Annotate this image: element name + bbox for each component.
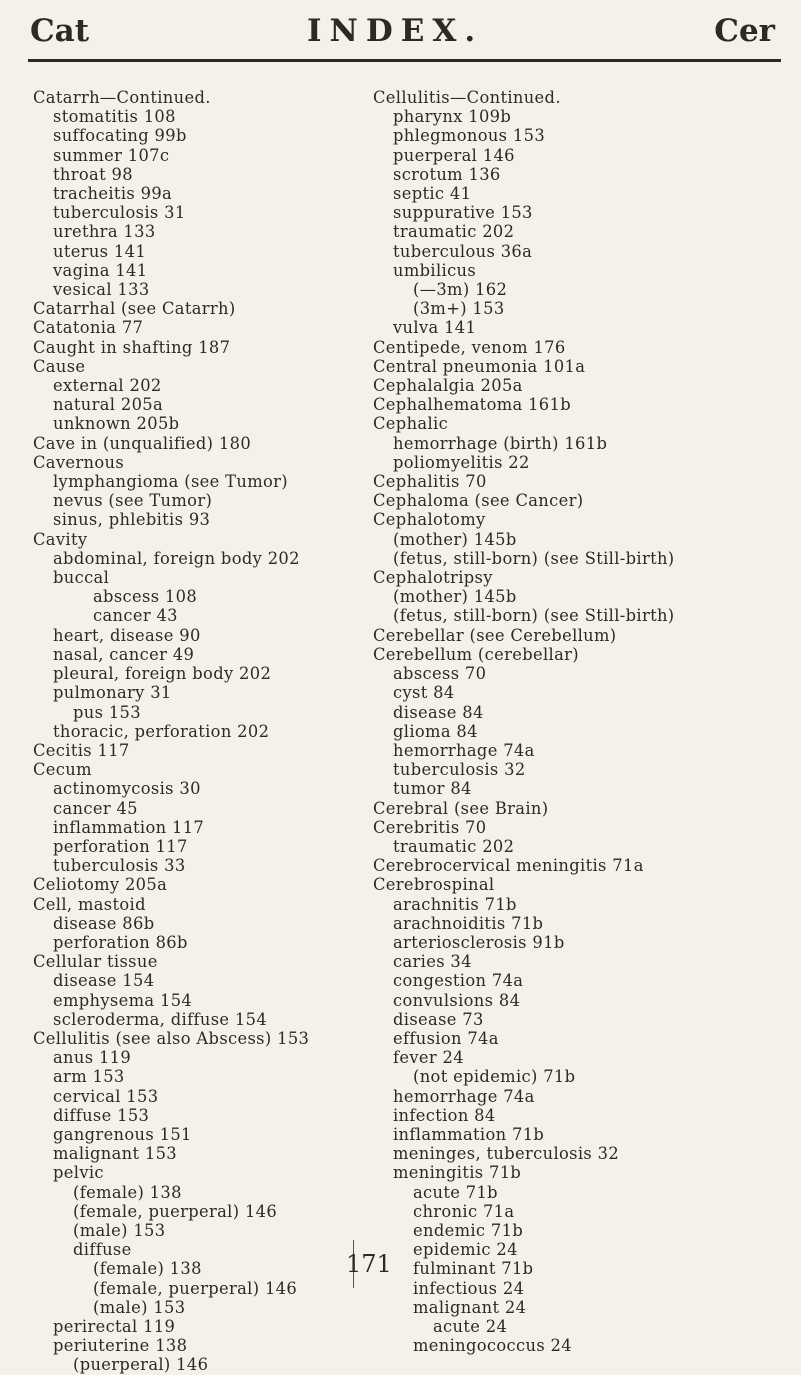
index-subentry: septic 41 [393, 184, 472, 204]
index-subentry: arm 153 [53, 1067, 125, 1087]
index-subentry: natural 205a [53, 395, 164, 415]
index-subentry: suffocating 99b [53, 126, 187, 146]
index-heading: Caught in shafting 187 [33, 337, 231, 357]
index-heading: Cavernous [33, 452, 125, 472]
index-subentry: (female, puerperal) 146 [93, 1278, 298, 1298]
index-heading: Cephalotomy [373, 510, 486, 530]
index-subentry: urethra 133 [53, 222, 156, 242]
index-subentry: scleroderma, diffuse 154 [53, 1009, 268, 1029]
index-subentry: tuberculosis 32 [393, 760, 526, 780]
index-heading: Cerebritis 70 [373, 817, 487, 837]
index-subentry: malignant 24 [413, 1297, 527, 1317]
header-right-guide-word: Cer [714, 13, 775, 49]
index-subentry: scrotum 136 [393, 164, 501, 184]
index-subentry: (mother) 145b [393, 587, 517, 607]
index-subentry: fever 24 [393, 1048, 464, 1068]
index-subentry: (female) 138 [73, 1182, 182, 1202]
index-subentry: hemorrhage 74a [393, 1086, 535, 1106]
index-subentry: actinomycosis 30 [53, 779, 201, 799]
index-subentry: meninges, tuberculosis 32 [393, 1144, 620, 1164]
index-subentry: (male) 153 [93, 1297, 186, 1317]
index-subentry: convulsions 84 [393, 990, 521, 1010]
index-subentry: (fetus, still-born) (see Still-birth) [393, 548, 675, 568]
index-subentry: inflammation 117 [53, 817, 205, 837]
index-subentry: tumor 84 [393, 779, 472, 799]
index-subentry: (puerperal) 146 [73, 1355, 209, 1375]
index-subentry: (fetus, still-born) (see Still-birth) [393, 606, 675, 626]
index-subentry: pharynx 109b [393, 107, 512, 127]
index-subentry: perforation 86b [53, 932, 188, 952]
index-subentry: fulminant 71b [413, 1259, 534, 1279]
index-subentry: infection 84 [393, 1105, 496, 1125]
index-heading: Cerebrospinal [373, 875, 495, 895]
index-heading: Cephalhematoma 161b [373, 395, 571, 415]
index-subentry: diffuse 153 [53, 1105, 150, 1125]
index-subentry: acute 71b [413, 1182, 498, 1202]
index-subentry: arachnoiditis 71b [393, 913, 544, 933]
index-subentry: cervical 153 [53, 1086, 159, 1106]
index-subentry: external 202 [53, 376, 162, 396]
index-subentry: arteriosclerosis 91b [393, 932, 565, 952]
index-heading: Catarrh—Continued. [33, 88, 211, 107]
index-subentry: throat 98 [53, 164, 133, 184]
index-subentry: phlegmonous 153 [393, 126, 546, 146]
index-subentry: (3m+) 153 [413, 299, 505, 319]
index-subentry: traumatic 202 [393, 222, 515, 242]
index-heading: Cecum [33, 760, 92, 780]
index-subentry: disease 84 [393, 702, 484, 722]
header-rule [28, 59, 781, 62]
index-heading: Cell, mastoid [33, 894, 146, 914]
index-heading: Cephalalgia 205a [373, 376, 523, 396]
index-subentry: arachnitis 71b [393, 894, 517, 914]
index-subentry: poliomyelitis 22 [393, 452, 530, 472]
index-subentry: uterus 141 [53, 241, 147, 261]
index-subentry: anus 119 [53, 1048, 132, 1068]
index-subentry: glioma 84 [393, 721, 478, 741]
index-subentry: suppurative 153 [393, 203, 533, 223]
index-heading: Cecitis 117 [33, 740, 130, 760]
index-subentry: gangrenous 151 [53, 1124, 192, 1144]
index-subentry: abdominal, foreign body 202 [53, 548, 300, 568]
index-subentry: nevus (see Tumor) [53, 491, 213, 511]
index-heading: Central pneumonia 101a [373, 356, 586, 376]
index-subentry: (not epidemic) 71b [413, 1067, 576, 1087]
index-subentry: nasal, cancer 49 [53, 644, 195, 664]
index-subentry: (female, puerperal) 146 [73, 1201, 278, 1221]
index-subentry: puerperal 146 [393, 145, 515, 165]
index-subentry: acute 24 [433, 1317, 508, 1336]
index-heading: Cephalotripsy [373, 568, 493, 588]
index-subentry: infectious 24 [413, 1278, 525, 1298]
index-subentry: disease 73 [393, 1009, 484, 1029]
index-heading: Cellulitis—Continued. [373, 88, 561, 107]
index-subentry: pulmonary 31 [53, 683, 172, 703]
index-column-left [33, 88, 413, 1375]
index-subentry: tuberculous 36a [393, 241, 533, 261]
index-subentry: disease 154 [53, 971, 155, 991]
index-subentry: (female) 138 [93, 1259, 202, 1279]
index-heading: Cephaloma (see Cancer) [373, 491, 584, 511]
index-subentry: tracheitis 99a [53, 184, 173, 204]
index-subentry: endemic 71b [413, 1220, 524, 1240]
index-subentry: periuterine 138 [53, 1336, 188, 1356]
index-subentry: pleural, foreign body 202 [53, 664, 272, 684]
index-subentry: vesical 133 [53, 280, 150, 300]
index-subentry: sinus, phlebitis 93 [53, 510, 211, 530]
index-subentry: (—3m) 162 [413, 280, 508, 300]
index-heading: Cavity [33, 529, 88, 549]
index-subentry: vagina 141 [53, 260, 148, 280]
index-subentry: vulva 141 [393, 318, 477, 338]
index-heading: Celiotomy 205a [33, 875, 168, 895]
index-subentry: diffuse [73, 1240, 132, 1260]
index-subentry: traumatic 202 [393, 836, 515, 856]
index-subentry: abscess 70 [393, 664, 487, 684]
index-heading: Cephalitis 70 [373, 472, 487, 492]
index-subentry: heart, disease 90 [53, 625, 201, 645]
index-subentry: caries 34 [393, 952, 472, 972]
index-subentry: buccal [53, 568, 110, 588]
index-subentry: congestion 74a [393, 971, 524, 991]
index-heading: Cephalic [373, 414, 449, 434]
index-subentry: hemorrhage 74a [393, 740, 535, 760]
index-subentry: emphysema 154 [53, 990, 193, 1010]
index-subentry: abscess 108 [93, 587, 198, 607]
index-subentry: pus 153 [73, 702, 141, 722]
index-subentry: chronic 71a [413, 1201, 515, 1221]
index-subentry: (male) 153 [73, 1220, 166, 1240]
index-heading: Cerebral (see Brain) [373, 798, 549, 818]
index-heading: Catarrhal (see Catarrh) [33, 299, 236, 319]
index-heading: Cave in (unqualified) 180 [33, 433, 252, 453]
index-heading: Centipede, venom 176 [373, 337, 566, 357]
index-subentry: stomatitis 108 [53, 107, 176, 127]
index-heading: Cellular tissue [33, 952, 158, 972]
index-heading: Cellulitis (see also Abscess) 153 [33, 1028, 310, 1048]
index-subentry: cancer 43 [93, 606, 178, 626]
index-subentry: cyst 84 [393, 683, 455, 703]
index-subentry: summer 107c [53, 145, 170, 165]
index-subentry: disease 86b [53, 913, 155, 933]
page-number: 171 [346, 1250, 392, 1278]
index-subentry: perirectal 119 [53, 1317, 176, 1336]
index-subentry: umbilicus [393, 260, 477, 280]
index-subentry: cancer 45 [53, 798, 138, 818]
index-subentry: hemorrhage (birth) 161b [393, 433, 608, 453]
header-left-guide-word: Cat [30, 13, 90, 49]
index-heading: Catatonia 77 [33, 318, 144, 338]
index-heading: Cerebellar (see Cerebellum) [373, 625, 617, 645]
index-subentry: epidemic 24 [413, 1240, 518, 1260]
index-heading: Cause [33, 356, 86, 376]
header-title: INDEX. [307, 13, 484, 49]
index-subentry: inflammation 71b [393, 1124, 545, 1144]
index-subentry: lymphangioma (see Tumor) [53, 472, 288, 492]
index-subentry: thoracic, perforation 202 [53, 721, 270, 741]
index-subentry: perforation 117 [53, 836, 188, 856]
index-subentry: tuberculosis 33 [53, 856, 186, 876]
index-heading: Cerebrocervical meningitis 71a [373, 856, 644, 876]
index-subentry: effusion 74a [393, 1028, 499, 1048]
index-heading: Cerebellum (cerebellar) [373, 644, 579, 664]
index-subentry: (mother) 145b [393, 529, 517, 549]
index-subentry: unknown 205b [53, 414, 180, 434]
index-column-right [373, 88, 753, 1355]
index-subentry: meningitis 71b [393, 1163, 522, 1183]
index-subentry: malignant 153 [53, 1144, 178, 1164]
index-subentry: meningococcus 24 [413, 1336, 572, 1356]
index-subentry: tuberculosis 31 [53, 203, 186, 223]
index-subentry: pelvic [53, 1163, 104, 1183]
